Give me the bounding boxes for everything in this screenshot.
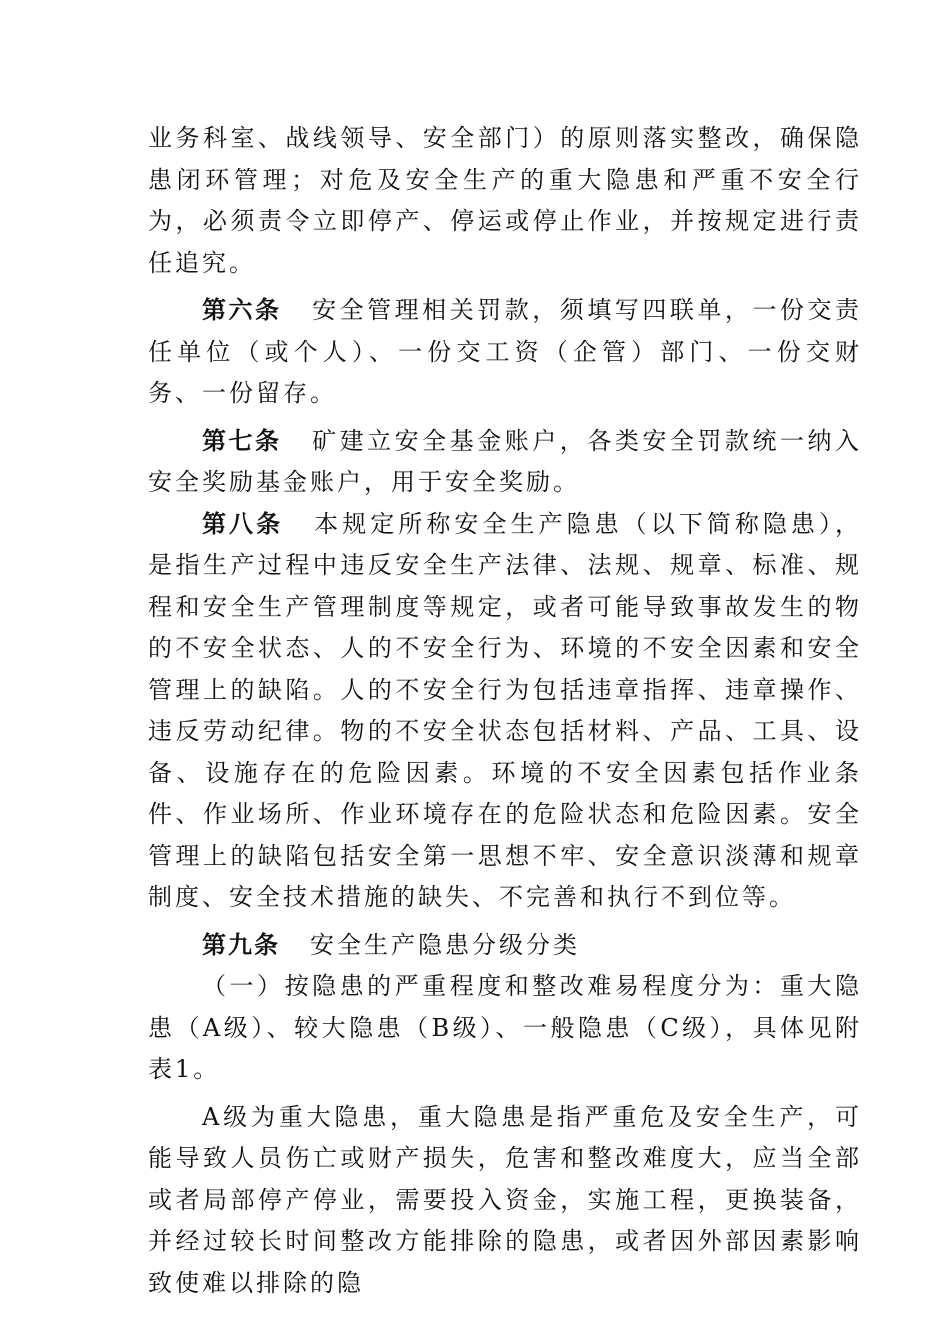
article-7-text: 矿建立安全基金账户，各类安全罚款统一纳入安全奖励基金账户，用于安全奖励。 — [148, 426, 863, 496]
article-8-title: 第八条 — [202, 509, 284, 538]
article-9-title: 第九条 — [202, 930, 280, 959]
paragraph-continuation: 业务科室、战线领导、安全部门）的原则落实整改，确保隐患闭环管理；对危及安全生产的重大隐患和严重不安全行为，必须责令立即停产、停运或停止作业，并按规定进行责任追究。 — [148, 124, 862, 277]
article-7 — [148, 421, 862, 504]
article-8-text: 本规定所称安全生产隐患（以下简称隐患），是指生产过程中违反安全生产法律、法规、规章、标准、规程和安全生产管理制度等规定，或者可能导致事故发生的物的不安全状态、人的不安全行为、环境的不安全因素和安全管理上的缺陷。人的不安全行为包括违章指挥、违章操作、违反劳动纪律。物的不安全状态包括材料、产品、工具、设备、设施存在的危险因素。环境的不安全因素包括作业条件、作业场所、作业环境存在的危险状态和危险因素。安全管理上的缺陷包括安全第一思想不牢、安全意识淡薄和规章制度、安全技术措施的缺失、不完善和执行不到位等。 — [148, 509, 863, 911]
article-6 — [148, 290, 862, 415]
article-6-text: 安全管理相关罚款，须填写四联单，一份交责任单位（或个人）、一份交工资（企管）部门、一份交财务、一份留存。 — [148, 296, 863, 407]
article-7-title: 第七条 — [202, 426, 282, 455]
document-body — [148, 118, 862, 1304]
item-1-paragraph: （一）按隐患的严重程度和整改难易程度分为：重大隐患（A级）、较大隐患（B级）、一般隐患（C级），具体见附表1。 — [148, 972, 862, 1083]
article-6-title: 第六条 — [202, 296, 282, 324]
level-a-paragraph: A级为重大隐患，重大隐患是指严重危及安全生产，可能导致人员伤亡或财产损失，危害和整改难度大，应当全部或者局部停产停业，需要投入资金，实施工程，更换装备，并经过较长时间整改方能排除的隐患，或者因外部因素影响致使难以排除的隐 — [148, 1102, 862, 1297]
article-9-text: 安全生产隐患分级分类 — [310, 930, 580, 959]
article-9 — [148, 925, 862, 967]
article-8 — [148, 504, 862, 919]
